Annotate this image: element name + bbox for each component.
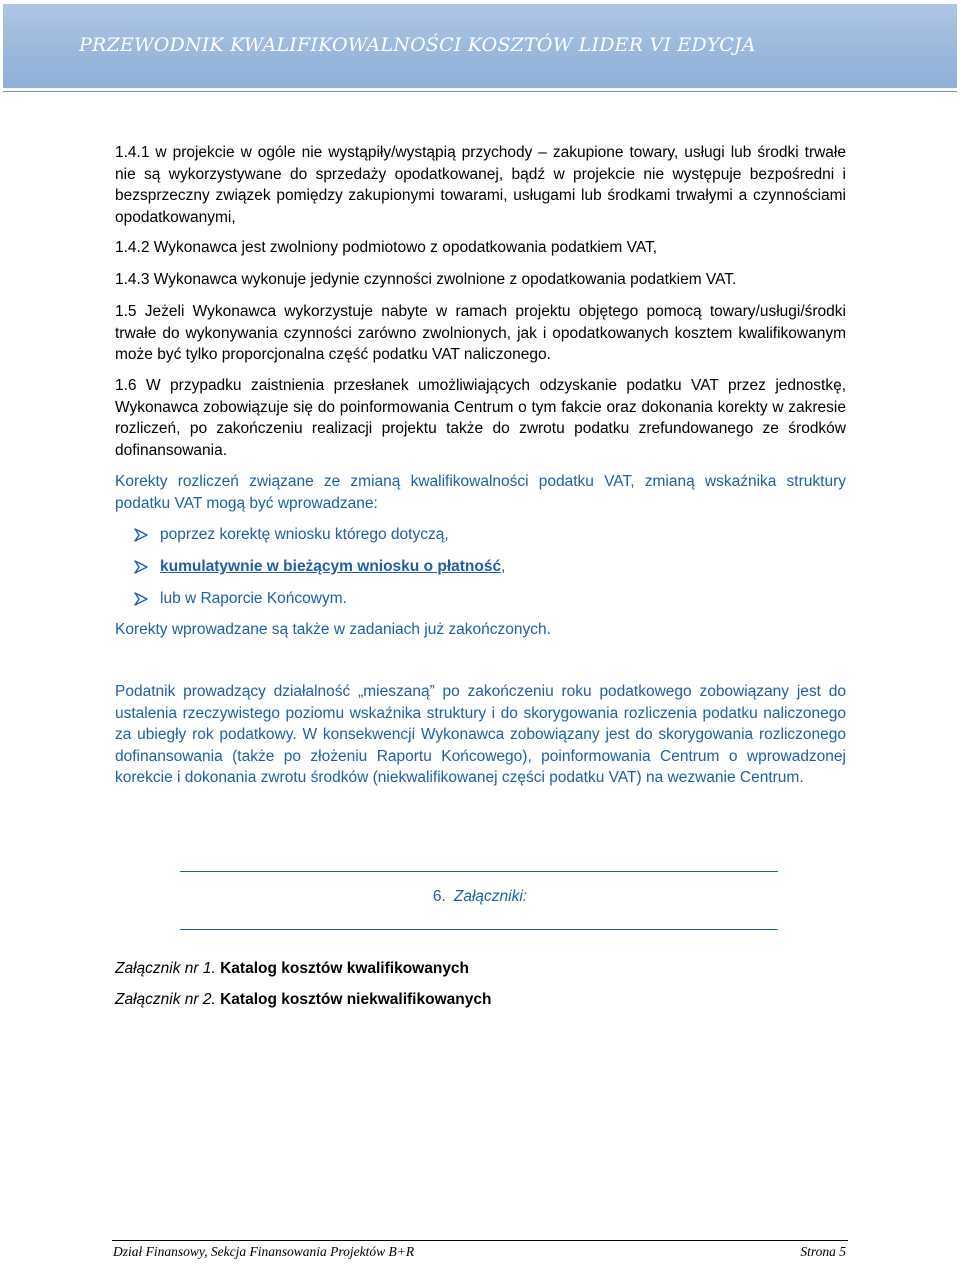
attachment-item	[115, 991, 491, 1009]
footer-department: Dział Finansowy, Sekcja Finansowania Projektów B+R	[113, 1244, 415, 1259]
attachment-title: Katalog kosztów kwalifikowanych	[220, 960, 470, 977]
section-divider-bottom	[180, 929, 778, 930]
page-header	[3, 4, 957, 91]
section-label: Załączniki:	[453, 888, 528, 905]
list-item	[134, 556, 834, 577]
page-number: Strona 5	[800, 1244, 846, 1259]
paragraph-korekty-closed: Korekty wprowadzane są także w zadaniach już zakończonych.	[115, 621, 551, 638]
paragraph-1-4-3: 1.4.3 Wykonawca wykonuje jedynie czynności zwolnione z opodatkowania podatkiem VAT.	[115, 271, 737, 288]
list-item-emphasis: kumulatywnie w bieżącym wniosku o płatność	[160, 558, 502, 575]
list-item-label: lub w Raporcie Końcowym.	[160, 590, 347, 607]
bullet-list	[134, 524, 834, 620]
arrow-bullet-icon	[134, 560, 148, 574]
arrow-bullet-icon	[134, 528, 148, 542]
paragraph-1-4-2: 1.4.2 Wykonawca jest zwolniony podmiotowo z opodatkowania podatkiem VAT,	[115, 239, 658, 256]
attachment-prefix: Załącznik nr 1.	[115, 960, 216, 977]
header-title: PRZEWODNIK KWALIFIKOWALNOŚCI KOSZTÓW LIDER VI EDYCJA	[79, 34, 756, 56]
section-heading	[0, 888, 960, 906]
list-item	[134, 588, 834, 609]
arrow-bullet-icon	[134, 592, 148, 606]
paragraph-1-5: 1.5 Jeżeli Wykonawca wykorzystuje nabyte w ramach projektu objętego pomocą towary/usługi/środki trwałe do wykonywania czynności zarówno zwolnionych, jak i opodatkowanych kosztem kwalifikowanym może być tylko proporcjonalna część podatku VAT naliczonego.	[115, 303, 846, 363]
section-divider-top	[180, 871, 778, 872]
list-item	[134, 524, 834, 545]
footer-divider	[112, 1240, 848, 1241]
attachment-title: Katalog kosztów niekwalifikowanych	[220, 991, 492, 1008]
list-item-suffix: ,	[501, 558, 506, 575]
paragraph-1-6: 1.6 W przypadku zaistnienia przesłanek umożliwiających odzyskanie podatku VAT przez jednostkę, Wykonawca zobowiązuje się do poinformowania Centrum o tym fakcie oraz dokonania korekty w zakresie rozliczeń, po zakończeniu realizacji projektu także do zwrotu podatku zrefundowanego ze środków dofinansowania.	[115, 377, 846, 459]
attachment-prefix: Załącznik nr 2.	[115, 991, 216, 1008]
list-item-label	[160, 556, 505, 577]
list-item-label: poprzez korektę wniosku którego dotyczą,	[160, 526, 449, 543]
section-number: 6.	[432, 888, 446, 905]
attachment-item	[115, 960, 469, 978]
paragraph-korekty-intro: Korekty rozliczeń związane ze zmianą kwalifikowalności podatku VAT, zmianą wskaźnika struktury podatku VAT mogą być wprowadzane:	[115, 473, 846, 512]
paragraph-1-4-1: 1.4.1 w projekcie w ogóle nie wystąpiły/wystąpią przychody – zakupione towary, usługi lub środki trwałe nie są wykorzystywane do sprzedaży opodatkowanej, bądź w projekcie nie występuje bezpośredni i bezsprzeczny związek pomiędzy zakupionymi towarami, usługami lub środkami trwałymi a czynnościami opodatkowanymi,	[115, 144, 846, 226]
paragraph-podatnik: Podatnik prowadzący działalność „mieszaną” po zakończeniu roku podatkowego zobowiązany jest do ustalenia rzeczywistego poziomu wskaźnika struktury i do skorygowania rozliczenia podatku naliczonego za ubiegły rok podatkowy. W konsekwencji Wykonawca zobowiązany jest do skorygowania rozliczonego dofinansowania (także po złożeniu Raportu Końcowego), poinformowania Centrum o wprowadzonej korekcie i dokonania zwrotu środków (niekwalifikowanej części podatku VAT) na wezwanie Centrum.	[115, 683, 846, 786]
